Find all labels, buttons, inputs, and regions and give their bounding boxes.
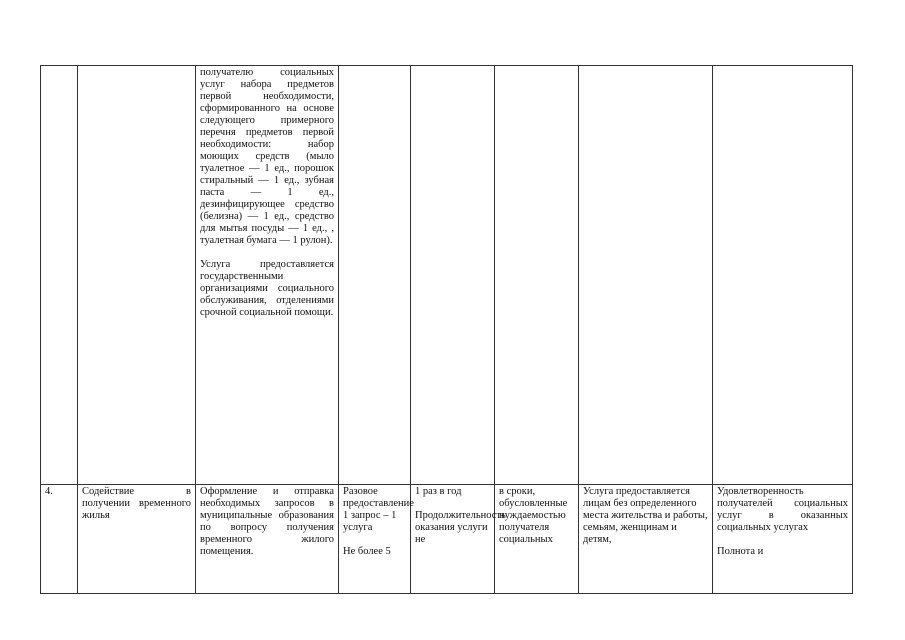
cell-criteria <box>713 66 853 485</box>
conditions-text: Услуга предоставляется лицам без определенного места жительства и работы, семьям, женщинам и детям, <box>583 486 708 545</box>
cell-service <box>78 485 196 594</box>
content-text-part1: получателю социальных услуг набора предметов первой необходимости, сформированного на основе следующего примерного перечня предметов первой необходимости: набор моющих средств (мыло туалетное — 1 ед., порошок стиральный — 1 ед., зубная паста — 1 ед., дезинфицирующее средство (белизна) — 1 ед., средство для мытья посуды — 1 ед., , туалетная бумага — 1 рулон). <box>200 67 334 246</box>
volume-limit: Не более 5 <box>343 546 391 557</box>
content-text-part2: Услуга предоставляется государственными организациями социального обслуживания, отделениями срочной социальной помощи. <box>200 259 334 318</box>
criteria-text-2: Полнота и <box>717 546 764 557</box>
cell-conditions <box>579 485 713 594</box>
terms-text: в сроки, обусловленные нуждаемостью получателя социальных <box>499 486 568 545</box>
services-table <box>40 65 853 594</box>
cell-content <box>196 66 339 485</box>
cell-criteria <box>713 485 853 594</box>
cell-period <box>411 66 495 485</box>
table-row-continued <box>41 66 853 485</box>
volume-text: Разовое предоставление 1 запрос – 1 услуга <box>343 486 414 533</box>
row-number: 4. <box>45 486 53 497</box>
cell-volume <box>339 66 411 485</box>
table-row-4 <box>41 485 853 594</box>
cell-terms <box>495 66 579 485</box>
cell-period <box>411 485 506 594</box>
criteria-text: Удовлетворенность получателей социальных услуг в оказанных социальных услугах <box>717 486 848 533</box>
cell-content <box>196 485 339 594</box>
service-name: Содействие в получении временного жилья <box>82 486 191 521</box>
cell-volume <box>339 485 414 594</box>
cell-terms <box>495 485 579 594</box>
period-frequency: 1 раз в год <box>415 486 462 497</box>
period-duration: Продолжительность оказания услуги не <box>415 510 506 545</box>
cell-num <box>41 66 78 485</box>
service-content: Оформление и отправка необходимых запросов в муниципальные образования по вопросу получения временного жилого помещения. <box>200 486 334 557</box>
cell-service <box>78 66 196 485</box>
cell-conditions <box>579 66 713 485</box>
cell-num <box>41 485 78 594</box>
